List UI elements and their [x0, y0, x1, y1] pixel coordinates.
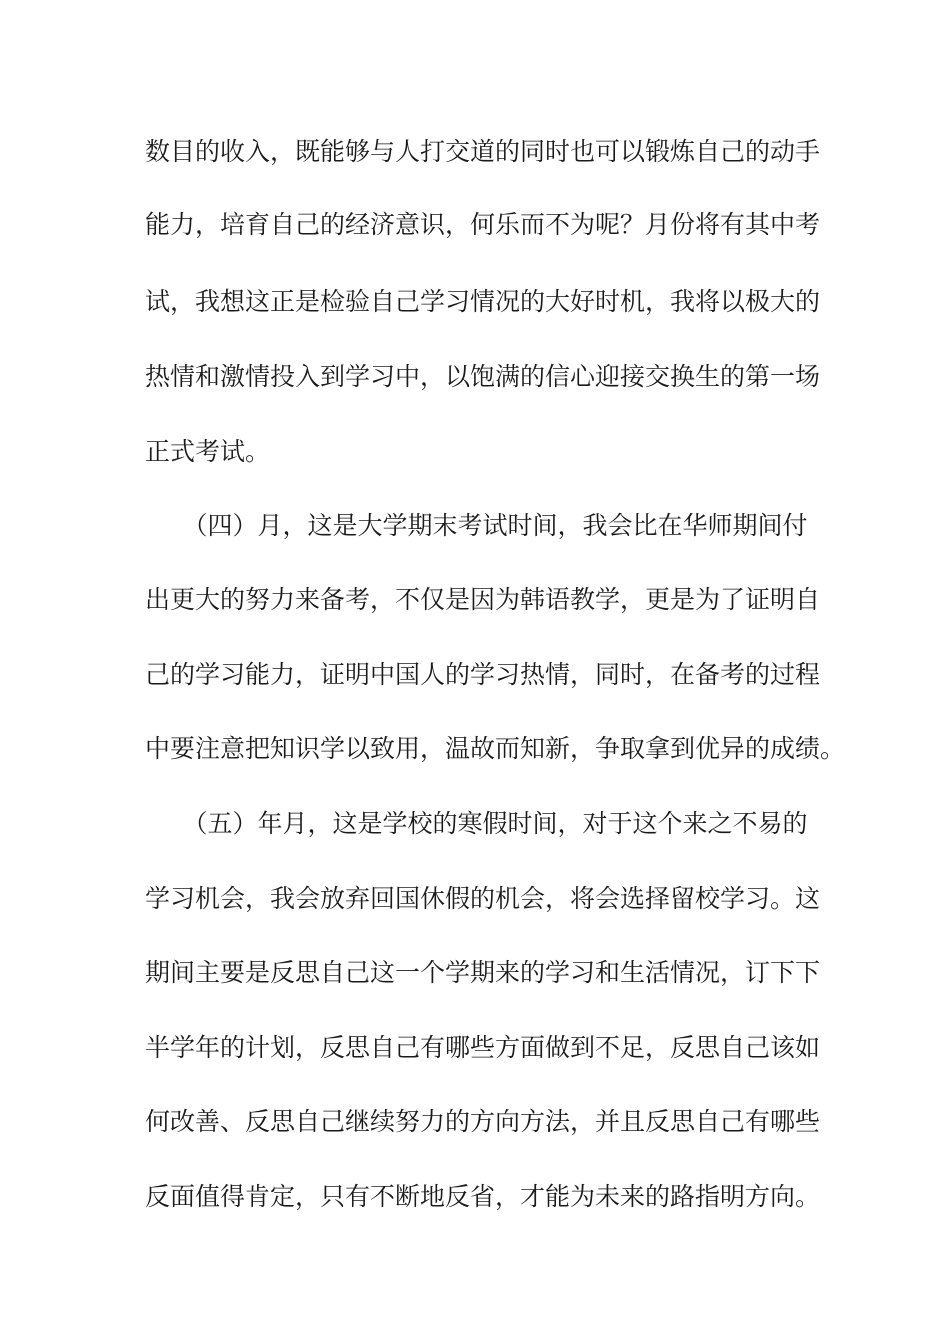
text-line: 出更大的努力来备考，不仅是因为韩语教学，更是为了证明自 [145, 585, 821, 614]
text-line: 半学年的计划，反思自己有哪些方面做到不足，反思自己该如 [145, 1033, 821, 1062]
text-line: 学习机会，我会放弃回国休假的机会，将会选择留校学习。这 [145, 884, 821, 913]
text-line: 试，我想这正是检验自己学习情况的大好时机，我将以极大的 [145, 287, 821, 316]
text-line: 正式考试。 [145, 437, 271, 466]
text-line: 数目的收入，既能够与人打交道的同时也可以锻炼自己的动手 [145, 137, 821, 166]
text-line: 期间主要是反思自己这一个学期来的学习和生活情况，订下下 [145, 958, 821, 987]
text-line: 己的学习能力，证明中国人的学习热情，同时，在备考的过程 [145, 660, 821, 689]
text-line: 中要注意把知识学以致用，温故而知新，争取拿到优异的成绩。 [145, 734, 846, 763]
text-line: （四）月，这是大学期末考试时间，我会比在华师期间付 [145, 511, 808, 540]
text-line: 反面值得肯定，只有不断地反省，才能为未来的路指明方向。 [145, 1182, 821, 1211]
text-line: （五）年月，这是学校的寒假时间，对于这个来之不易的 [145, 809, 808, 838]
text-line: 热情和激情投入到学习中，以饱满的信心迎接交换生的第一场 [145, 362, 821, 391]
text-line: 能力，培育自己的经济意识，何乐而不为呢？月份将有其中考 [145, 210, 821, 239]
text-line: 何改善、反思自己继续努力的方向方法，并且反思自己有哪些 [145, 1107, 821, 1136]
